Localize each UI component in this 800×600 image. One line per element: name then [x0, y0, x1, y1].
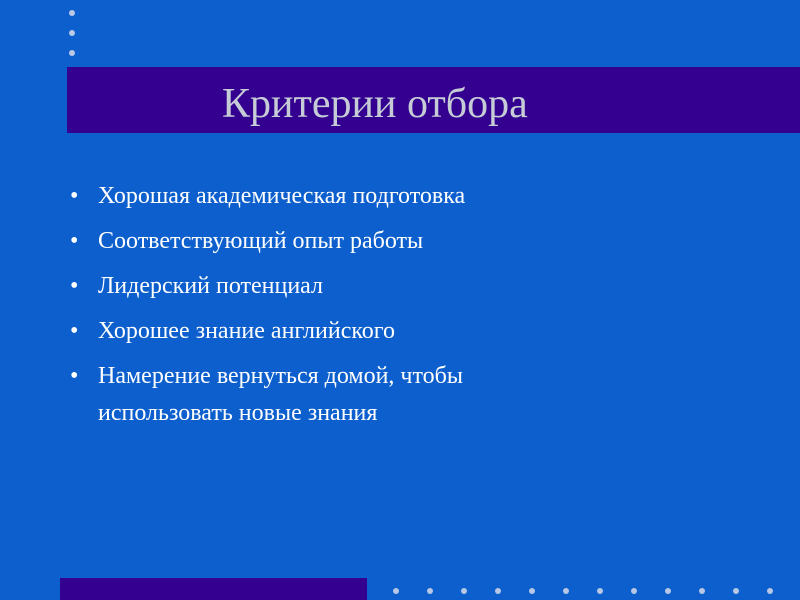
bullet-list [70, 178, 630, 440]
bullet-icon: • [70, 363, 79, 389]
decorative-dot [495, 588, 501, 594]
bullet-text: Соответствующий опыт работы [98, 228, 424, 254]
decorative-dots-horizontal [393, 588, 793, 596]
decorative-dot [529, 588, 535, 594]
bullet-item [70, 358, 578, 432]
bullet-icon: • [70, 228, 79, 254]
bullet-item [70, 268, 630, 305]
bullet-text: Хорошее знание английского [98, 318, 396, 344]
bullet-text: Лидерский потенциал [98, 273, 324, 299]
bullet-text: Хорошая академическая подготовка [98, 183, 466, 209]
decorative-dot [461, 588, 467, 594]
decorative-dot [665, 588, 671, 594]
decorative-dots-vertical [69, 10, 77, 56]
bullet-item [70, 223, 630, 260]
decorative-dot [427, 588, 433, 594]
decorative-dot [393, 588, 399, 594]
bullet-icon: • [70, 318, 79, 344]
bullet-icon: • [70, 273, 79, 299]
decorative-dot [699, 588, 705, 594]
decorative-dot [69, 10, 75, 16]
decorative-dot [767, 588, 773, 594]
decorative-dot [69, 50, 75, 56]
slide-title: Критерии отбора [222, 81, 528, 127]
decorative-dot [597, 588, 603, 594]
decorative-dot [563, 588, 569, 594]
decorative-dot [631, 588, 637, 594]
footer-band [60, 578, 367, 600]
decorative-dot [733, 588, 739, 594]
bullet-icon: • [70, 183, 79, 209]
bullet-text: Намерение вернуться домой, чтобы использовать новые знания [98, 363, 463, 426]
bullet-item [70, 313, 630, 350]
decorative-dot [69, 30, 75, 36]
bullet-item [70, 178, 630, 215]
